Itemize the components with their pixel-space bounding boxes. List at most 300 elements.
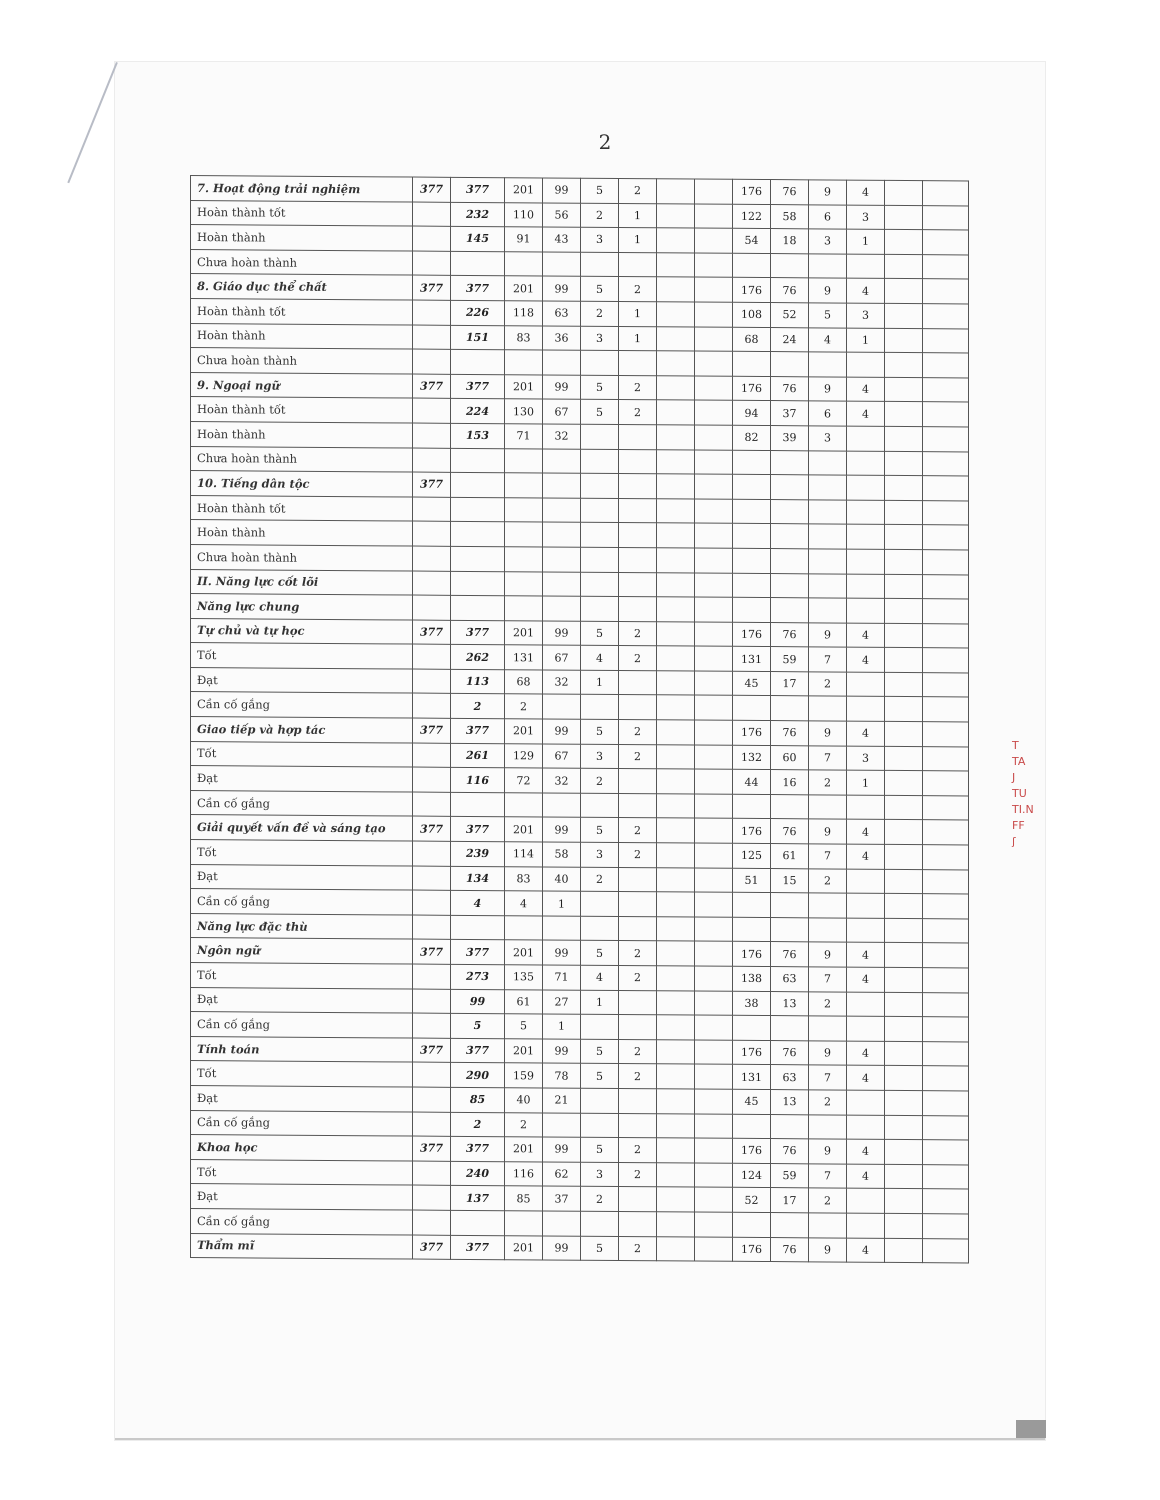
cell-c3: 2 — [505, 1112, 543, 1137]
cell-c8 — [695, 523, 733, 548]
cell-c7 — [657, 818, 695, 843]
cell-c9: 176 — [733, 942, 771, 967]
cell-c14 — [923, 894, 969, 919]
cell-c7 — [657, 498, 695, 523]
cell-c4: 63 — [543, 301, 581, 326]
cell-c9 — [733, 351, 771, 376]
cell-c11 — [809, 524, 847, 549]
cell-c2: 377 — [451, 374, 505, 399]
cell-c10: 76 — [771, 721, 809, 746]
cell-c2: 377 — [451, 940, 505, 965]
cell-c1 — [413, 595, 451, 620]
cell-c10 — [771, 893, 809, 918]
cell-c11 — [809, 450, 847, 475]
cell-c9: 82 — [733, 425, 771, 450]
cell-c3: 201 — [505, 817, 543, 842]
cell-c7 — [657, 277, 695, 302]
cell-c6: 2 — [619, 720, 657, 745]
cell-c2: 261 — [451, 743, 505, 768]
cell-c5: 2 — [581, 301, 619, 326]
cell-c11: 9 — [809, 623, 847, 648]
cell-c9 — [733, 917, 771, 942]
row-label: Tốt — [191, 1061, 413, 1087]
cell-c10 — [771, 499, 809, 524]
cell-c4 — [543, 571, 581, 596]
cell-c11 — [809, 795, 847, 820]
cell-c4: 99 — [543, 621, 581, 646]
cell-c1 — [413, 251, 451, 276]
cell-c12 — [847, 451, 885, 476]
cell-c1 — [413, 1062, 451, 1087]
cell-c3: 83 — [505, 866, 543, 891]
cell-c12: 4 — [847, 278, 885, 303]
cell-c4: 37 — [543, 1186, 581, 1211]
row-label: Cần cố gắng — [191, 1110, 413, 1136]
cell-c3: 61 — [505, 989, 543, 1014]
cell-c3: 72 — [505, 768, 543, 793]
cell-c5: 4 — [581, 646, 619, 671]
cell-c11: 3 — [809, 426, 847, 451]
cell-c14 — [923, 943, 969, 968]
cell-c3: 201 — [505, 1038, 543, 1063]
cell-c12: 4 — [847, 180, 885, 205]
cell-c10: 15 — [771, 868, 809, 893]
cell-c10: 16 — [771, 770, 809, 795]
cell-c1: 377 — [413, 1136, 451, 1161]
cell-c9 — [733, 893, 771, 918]
cell-c11: 5 — [809, 303, 847, 328]
cell-c14 — [923, 1164, 969, 1189]
row-label: Hoàn thành tốt — [191, 495, 413, 521]
row-label: Cần cố gắng — [191, 1208, 413, 1234]
cell-c9: 131 — [733, 647, 771, 672]
cell-c10 — [771, 917, 809, 942]
cell-c1 — [413, 1087, 451, 1112]
cell-c9: 176 — [733, 720, 771, 745]
cell-c7 — [657, 671, 695, 696]
cell-c13 — [885, 1213, 923, 1238]
cell-c7 — [657, 892, 695, 917]
cell-c9 — [733, 548, 771, 573]
row-label: Giải quyết vấn đề và sáng tạo — [191, 815, 413, 841]
cell-c14 — [923, 1214, 969, 1239]
cell-c10: 61 — [771, 844, 809, 869]
cell-c12 — [847, 1188, 885, 1213]
cell-c9 — [733, 573, 771, 598]
cell-c8 — [695, 400, 733, 425]
stamp-text: TI.N — [1012, 803, 1034, 816]
cell-c12 — [847, 475, 885, 500]
cell-c4: 43 — [543, 227, 581, 252]
cell-c1 — [413, 497, 451, 522]
cell-c14 — [923, 402, 969, 427]
cell-c3 — [505, 473, 543, 498]
cell-c8 — [695, 1064, 733, 1089]
cell-c7 — [657, 843, 695, 868]
cell-c14 — [923, 1189, 969, 1214]
cell-c7 — [657, 228, 695, 253]
cell-c6 — [619, 449, 657, 474]
cell-c6 — [619, 916, 657, 941]
cell-c11: 2 — [809, 991, 847, 1016]
cell-c8 — [695, 745, 733, 770]
cell-c5: 2 — [581, 768, 619, 793]
cell-c6 — [619, 547, 657, 572]
cell-c5 — [581, 793, 619, 818]
cell-c4: 56 — [543, 203, 581, 228]
cell-c11 — [809, 696, 847, 721]
cell-c8 — [695, 695, 733, 720]
cell-c6 — [619, 990, 657, 1015]
cell-c5 — [581, 252, 619, 277]
cell-c6: 2 — [619, 1138, 657, 1163]
cell-c4: 99 — [543, 276, 581, 301]
cell-c12: 3 — [847, 303, 885, 328]
cell-c3: 83 — [505, 325, 543, 350]
cell-c7 — [657, 1064, 695, 1089]
cell-c4 — [543, 1113, 581, 1138]
cell-c10: 63 — [771, 1065, 809, 1090]
cell-c11: 7 — [809, 967, 847, 992]
cell-c7 — [657, 990, 695, 1015]
cell-c3: 159 — [505, 1063, 543, 1088]
cell-c2: 5 — [451, 1014, 505, 1039]
cell-c10: 24 — [771, 327, 809, 352]
cell-c13 — [885, 549, 923, 574]
cell-c7 — [657, 1236, 695, 1261]
cell-c10: 37 — [771, 401, 809, 426]
cell-c9 — [733, 499, 771, 524]
cell-c9 — [733, 450, 771, 475]
cell-c10: 59 — [771, 1163, 809, 1188]
cell-c1 — [413, 866, 451, 891]
cell-c2: 2 — [451, 694, 505, 719]
cell-c13 — [885, 525, 923, 550]
cell-c12 — [847, 697, 885, 722]
cell-c10: 18 — [771, 229, 809, 254]
cell-c2: 85 — [451, 1087, 505, 1112]
cell-c11: 9 — [809, 180, 847, 205]
cell-c14 — [923, 427, 969, 452]
cell-c13 — [885, 377, 923, 402]
cell-c14 — [923, 623, 969, 648]
cell-c11 — [809, 254, 847, 279]
cell-c5 — [581, 473, 619, 498]
cell-c13 — [885, 451, 923, 476]
cell-c9: 94 — [733, 401, 771, 426]
cell-c14 — [923, 1017, 969, 1042]
cell-c11: 9 — [809, 721, 847, 746]
cell-c3 — [505, 1211, 543, 1236]
cell-c7 — [657, 376, 695, 401]
cell-c5 — [581, 596, 619, 621]
cell-c4 — [543, 498, 581, 523]
cell-c8 — [695, 425, 733, 450]
cell-c14 — [923, 550, 969, 575]
cell-c10 — [771, 524, 809, 549]
cell-c6: 2 — [619, 1064, 657, 1089]
cell-c4: 71 — [543, 965, 581, 990]
cell-c3 — [505, 522, 543, 547]
cell-c2: 377 — [451, 718, 505, 743]
cell-c6: 1 — [619, 228, 657, 253]
cell-c14 — [923, 992, 969, 1017]
cell-c10 — [771, 253, 809, 278]
red-stamp-mark — [1012, 738, 1052, 898]
cell-c5: 5 — [581, 1137, 619, 1162]
cell-c13 — [885, 1041, 923, 1066]
cell-c7 — [657, 572, 695, 597]
cell-c13 — [885, 205, 923, 230]
cell-c7 — [657, 203, 695, 228]
cell-c8 — [695, 1138, 733, 1163]
cell-c11: 9 — [809, 819, 847, 844]
cell-c3 — [505, 793, 543, 818]
cell-c14 — [923, 599, 969, 624]
cell-c2: 240 — [451, 1161, 505, 1186]
cell-c11 — [809, 500, 847, 525]
cell-c13 — [885, 894, 923, 919]
cell-c11 — [809, 1213, 847, 1238]
cell-c11: 9 — [809, 1237, 847, 1262]
cell-c5: 5 — [581, 621, 619, 646]
cell-c8 — [695, 573, 733, 598]
cell-c10: 52 — [771, 303, 809, 328]
cell-c9: 68 — [733, 327, 771, 352]
cell-c1 — [413, 226, 451, 251]
row-label: Đạt — [191, 987, 413, 1013]
cell-c13 — [885, 721, 923, 746]
cell-c13 — [885, 1189, 923, 1214]
cell-c11 — [809, 918, 847, 943]
cell-c11: 9 — [809, 377, 847, 402]
cell-c8 — [695, 941, 733, 966]
cell-c6 — [619, 670, 657, 695]
cell-c2: 273 — [451, 964, 505, 989]
cell-c8 — [695, 1212, 733, 1237]
cell-c10 — [771, 1212, 809, 1237]
cell-c6: 2 — [619, 941, 657, 966]
cell-c8 — [695, 1114, 733, 1139]
cell-c5: 5 — [581, 1236, 619, 1261]
cell-c3 — [505, 251, 543, 276]
cell-c9: 138 — [733, 966, 771, 991]
cell-c11: 2 — [809, 1090, 847, 1115]
cell-c4: 32 — [543, 424, 581, 449]
cell-c11 — [809, 573, 847, 598]
cell-c1 — [413, 325, 451, 350]
cell-c12: 4 — [847, 942, 885, 967]
cell-c13 — [885, 746, 923, 771]
cell-c12: 1 — [847, 770, 885, 795]
cell-c3: 129 — [505, 743, 543, 768]
cell-c5: 5 — [581, 818, 619, 843]
cell-c2: 232 — [451, 202, 505, 227]
cell-c8 — [695, 253, 733, 278]
cell-c12 — [847, 672, 885, 697]
cell-c13 — [885, 1066, 923, 1091]
row-label: Hoàn thành — [191, 520, 413, 546]
cell-c9: 176 — [733, 1237, 771, 1262]
row-label: Đạt — [191, 864, 413, 890]
cell-c8 — [695, 548, 733, 573]
cell-c14 — [923, 476, 969, 501]
cell-c2 — [451, 915, 505, 940]
cell-c7 — [657, 1089, 695, 1114]
cell-c13 — [885, 303, 923, 328]
cell-c3: 4 — [505, 891, 543, 916]
cell-c3 — [505, 448, 543, 473]
cell-c2: 99 — [451, 989, 505, 1014]
cell-c11: 9 — [809, 278, 847, 303]
cell-c12 — [847, 992, 885, 1017]
cell-c10: 60 — [771, 745, 809, 770]
cell-c9 — [733, 597, 771, 622]
cell-c1 — [413, 1210, 451, 1235]
cell-c12: 3 — [847, 205, 885, 230]
cell-c9: 51 — [733, 868, 771, 893]
cell-c1 — [413, 743, 451, 768]
cell-c1 — [413, 521, 451, 546]
cell-c8 — [695, 818, 733, 843]
cell-c12 — [847, 795, 885, 820]
cell-c9: 52 — [733, 1188, 771, 1213]
cell-c7 — [657, 1163, 695, 1188]
cell-c1: 377 — [413, 1038, 451, 1063]
cell-c11 — [809, 893, 847, 918]
cell-c8 — [695, 351, 733, 376]
row-label: Cần cố gắng — [191, 790, 413, 816]
cell-c13 — [885, 574, 923, 599]
cell-c12 — [847, 1213, 885, 1238]
row-label: Tốt — [191, 643, 413, 669]
row-label: Tính toán — [191, 1036, 413, 1062]
cell-c5: 2 — [581, 867, 619, 892]
cell-c3: 116 — [505, 1161, 543, 1186]
cell-c6 — [619, 572, 657, 597]
cell-c9 — [733, 794, 771, 819]
cell-c9: 176 — [733, 1138, 771, 1163]
cell-c2: 377 — [451, 276, 505, 301]
cell-c6 — [619, 424, 657, 449]
cell-c14 — [923, 795, 969, 820]
cell-c10: 76 — [771, 180, 809, 205]
cell-c4 — [543, 522, 581, 547]
cell-c8 — [695, 597, 733, 622]
cell-c9: 176 — [733, 622, 771, 647]
cell-c1: 377 — [413, 275, 451, 300]
cell-c4: 99 — [543, 375, 581, 400]
cell-c4: 99 — [543, 719, 581, 744]
cell-c6 — [619, 793, 657, 818]
cell-c13 — [885, 279, 923, 304]
cell-c7 — [657, 1113, 695, 1138]
cell-c14 — [923, 181, 969, 206]
row-label: Chưa hoàn thành — [191, 446, 413, 472]
cell-c9: 122 — [733, 204, 771, 229]
stamp-text: TA — [1012, 755, 1026, 768]
cell-c2 — [451, 1210, 505, 1235]
cell-c1 — [413, 398, 451, 423]
cell-c5: 5 — [581, 277, 619, 302]
scan-corner-mark — [1016, 1420, 1046, 1438]
cell-c3 — [505, 916, 543, 941]
cell-c14 — [923, 353, 969, 378]
cell-c4: 32 — [543, 670, 581, 695]
cell-c9 — [733, 474, 771, 499]
cell-c5 — [581, 1088, 619, 1113]
cell-c10 — [771, 475, 809, 500]
cell-c1 — [413, 792, 451, 817]
cell-c12: 4 — [847, 623, 885, 648]
cell-c11: 9 — [809, 1139, 847, 1164]
cell-c10 — [771, 548, 809, 573]
cell-c4 — [543, 448, 581, 473]
cell-c2: 377 — [451, 1136, 505, 1161]
cell-c7 — [657, 326, 695, 351]
cell-c6: 1 — [619, 326, 657, 351]
cell-c5: 2 — [581, 203, 619, 228]
cell-c11 — [809, 598, 847, 623]
cell-c8 — [695, 474, 733, 499]
cell-c3: 201 — [505, 276, 543, 301]
cell-c5: 3 — [581, 1162, 619, 1187]
cell-c12: 4 — [847, 967, 885, 992]
cell-c2: 262 — [451, 645, 505, 670]
cell-c5 — [581, 424, 619, 449]
cell-c14 — [923, 697, 969, 722]
cell-c4: 62 — [543, 1162, 581, 1187]
cell-c12: 4 — [847, 1164, 885, 1189]
cell-c12 — [847, 869, 885, 894]
cell-c10: 76 — [771, 278, 809, 303]
cell-c8 — [695, 1089, 733, 1114]
cell-c10 — [771, 573, 809, 598]
cell-c1 — [413, 1013, 451, 1038]
cell-c13 — [885, 1164, 923, 1189]
cell-c8 — [695, 966, 733, 991]
cell-c2 — [451, 349, 505, 374]
row-label: Hoàn thành tốt — [191, 298, 413, 324]
row-label: Hoàn thành tốt — [191, 200, 413, 226]
cell-c6 — [619, 695, 657, 720]
cell-c1 — [413, 915, 451, 940]
cell-c3 — [505, 547, 543, 572]
row-label: Giao tiếp và hợp tác — [191, 717, 413, 743]
cell-c10: 76 — [771, 942, 809, 967]
cell-c4 — [543, 596, 581, 621]
cell-c14 — [923, 230, 969, 255]
cell-c7 — [657, 1015, 695, 1040]
cell-c3: 130 — [505, 399, 543, 424]
cell-c7 — [657, 351, 695, 376]
cell-c8 — [695, 794, 733, 819]
cell-c7 — [657, 621, 695, 646]
cell-c9 — [733, 1114, 771, 1139]
cell-c14 — [923, 672, 969, 697]
cell-c1 — [413, 890, 451, 915]
cell-c11 — [809, 352, 847, 377]
cell-c13 — [885, 623, 923, 648]
cell-c11: 7 — [809, 1164, 847, 1189]
cell-c4 — [543, 473, 581, 498]
cell-c5: 3 — [581, 842, 619, 867]
cell-c4: 36 — [543, 326, 581, 351]
cell-c7 — [657, 966, 695, 991]
cell-c4: 67 — [543, 645, 581, 670]
cell-c6: 2 — [619, 646, 657, 671]
cell-c6 — [619, 252, 657, 277]
